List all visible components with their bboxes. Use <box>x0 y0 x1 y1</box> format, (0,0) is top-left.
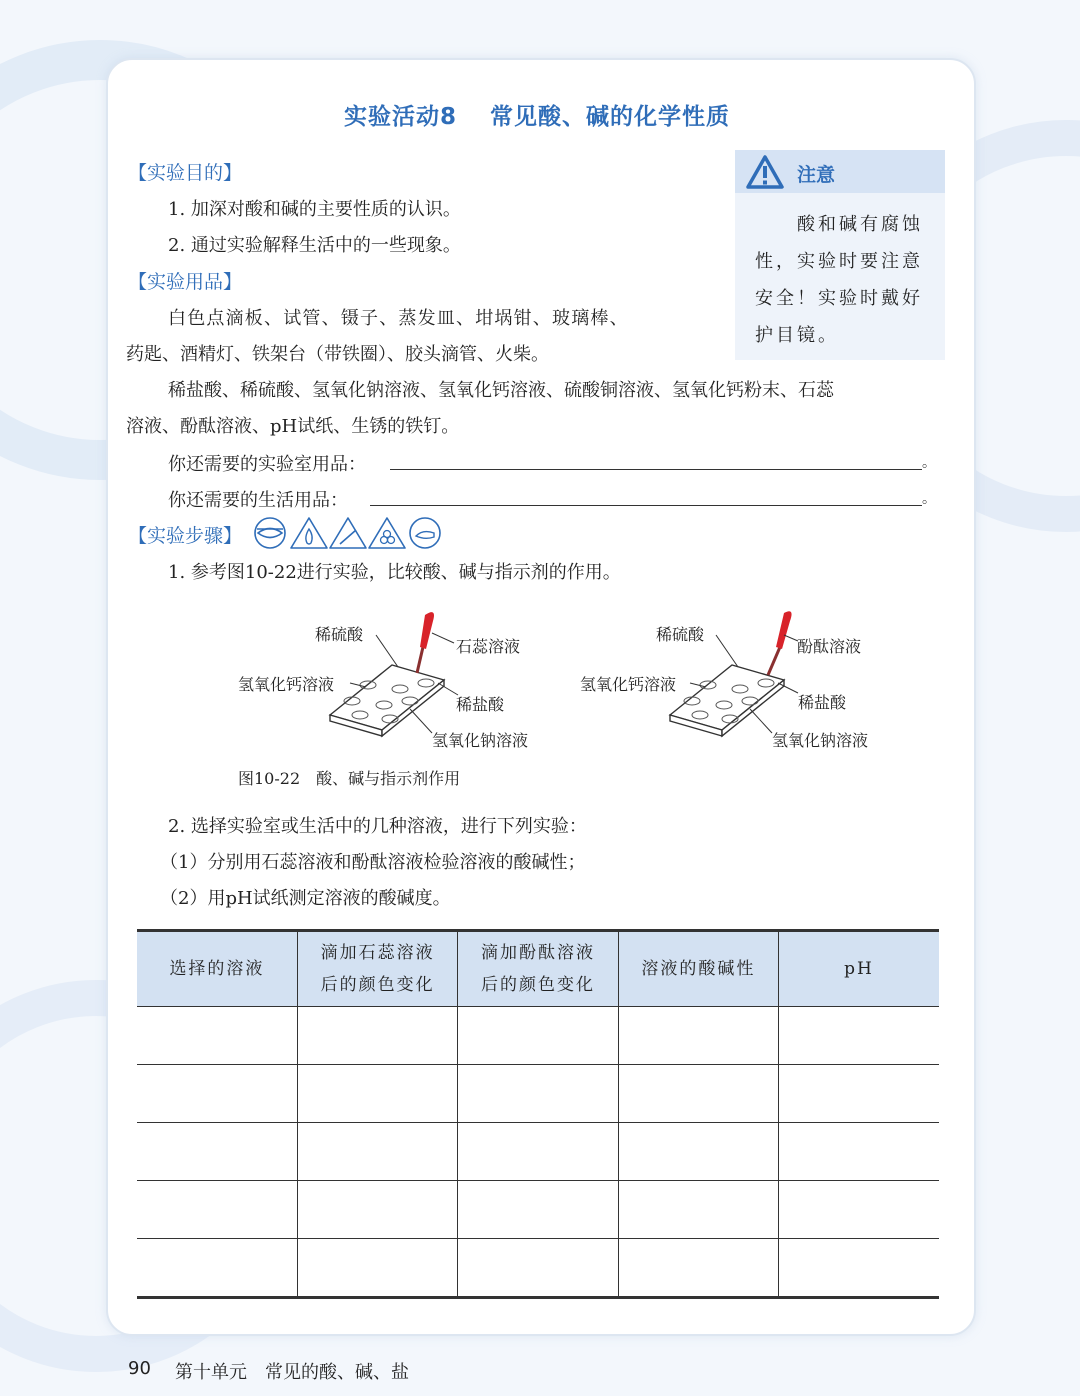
page-number: 90 <box>128 1358 151 1379</box>
table-row <box>137 1123 939 1181</box>
safety-icons-row <box>253 516 443 550</box>
table-cell[interactable] <box>779 1007 939 1065</box>
caution-line-1: 酸和碱有腐蚀 <box>797 214 923 235</box>
label-dilute-sulfuric-acid-left: 稀硫酸 <box>315 625 364 644</box>
life-supplies-blank[interactable] <box>370 505 922 506</box>
label-calcium-hydroxide-left: 氢氧化钙溶液 <box>238 675 335 694</box>
table-cell[interactable] <box>779 1181 939 1239</box>
label-litmus-solution: 石蕊溶液 <box>456 637 521 656</box>
table-cell[interactable] <box>458 1007 618 1065</box>
caution-line-4: 护目镜。 <box>755 325 839 346</box>
table-cell[interactable] <box>618 1007 778 1065</box>
label-phenolphthalein-solution: 酚酞溶液 <box>797 637 862 656</box>
life-supplies-period: 。 <box>922 491 936 507</box>
header-line: 滴加酚酞溶液 <box>480 943 595 963</box>
section-heading-purpose: 【实验目的】 <box>128 162 243 184</box>
table-cell[interactable] <box>618 1123 778 1181</box>
purpose-item-2: 2. 通过实验解释生活中的一些现象。 <box>168 235 461 256</box>
figure-caption: 图10-22 酸、碱与指示剂作用 <box>238 769 461 788</box>
table-cell[interactable] <box>137 1065 297 1123</box>
caution-line-3: 安全！实验时戴好 <box>755 288 923 309</box>
section-heading-steps: 【实验步骤】 <box>128 525 243 547</box>
step-1-text: 1. 参考图10-22进行实验，比较酸、碱与指示剂的作用。 <box>168 562 621 583</box>
table-cell[interactable] <box>779 1123 939 1181</box>
table-cell[interactable] <box>458 1181 618 1239</box>
results-table <box>137 929 939 1299</box>
header-litmus-color-change <box>297 931 457 1007</box>
header-phenolphthalein-color-change <box>458 931 618 1007</box>
materials-line-4: 溶液、酚酞溶液、pH试纸、生锈的铁钉。 <box>126 416 460 437</box>
step-2-line-1: 2. 选择实验室或生活中的几种溶液，进行下列实验： <box>168 816 587 837</box>
table-cell[interactable] <box>297 1123 457 1181</box>
table-cell[interactable] <box>137 1123 297 1181</box>
table-cell[interactable] <box>458 1065 618 1123</box>
table-cell[interactable] <box>458 1123 618 1181</box>
table-cell[interactable] <box>618 1065 778 1123</box>
unit-title: 第十单元 常见的酸、碱、盐 <box>175 1362 409 1383</box>
materials-line-1: 白色点滴板、试管、镊子、蒸发皿、坩埚钳、玻璃棒、 <box>168 308 629 329</box>
header-acidity-alkalinity <box>618 931 778 1007</box>
purpose-item-1: 1. 加深对酸和碱的主要性质的认识。 <box>168 199 461 220</box>
step-2-line-3: （2）用pH试纸测定溶液的酸碱度。 <box>160 888 451 909</box>
table-row <box>137 1065 939 1123</box>
table-cell[interactable] <box>137 1181 297 1239</box>
table-cell[interactable] <box>297 1239 457 1298</box>
table-row <box>137 1181 939 1239</box>
header-line: pH <box>844 959 874 979</box>
table-cell[interactable] <box>458 1239 618 1298</box>
corrosive-hazard-icon <box>369 518 405 548</box>
table-row <box>137 1007 939 1065</box>
hand-wash-icon <box>410 518 440 548</box>
label-calcium-hydroxide-right: 氢氧化钙溶液 <box>580 675 677 694</box>
caution-box <box>735 150 945 360</box>
table-cell[interactable] <box>137 1007 297 1065</box>
caution-title: 注意 <box>797 164 836 186</box>
materials-line-3: 稀盐酸、稀硫酸、氢氧化钠溶液、氢氧化钙溶液、硫酸铜溶液、氢氧化钙粉末、石蕊 <box>168 380 834 401</box>
table-cell[interactable] <box>779 1065 939 1123</box>
table-cell[interactable] <box>297 1181 457 1239</box>
header-line: 后的颜色变化 <box>320 975 435 995</box>
table-cell[interactable] <box>297 1007 457 1065</box>
lab-supplies-period: 。 <box>922 455 936 471</box>
warning-triangle-icon <box>745 154 785 190</box>
section-heading-materials: 【实验用品】 <box>128 271 243 293</box>
label-dilute-hydrochloric-acid-left: 稀盐酸 <box>456 695 505 714</box>
table-cell[interactable] <box>618 1181 778 1239</box>
header-line: 滴加石蕊溶液 <box>320 943 435 963</box>
flame-hazard-icon <box>291 518 327 548</box>
caution-line-2: 性，实验时要注意 <box>755 251 923 272</box>
lab-supplies-prompt: 你还需要的实验室用品： <box>168 454 366 475</box>
header-line: 溶液的酸碱性 <box>641 959 756 979</box>
table-cell[interactable] <box>137 1239 297 1298</box>
label-sodium-hydroxide-right: 氢氧化钠溶液 <box>772 731 869 750</box>
table-cell[interactable] <box>297 1065 457 1123</box>
step-2-line-2: （1）分别用石蕊溶液和酚酞溶液检验溶液的酸碱性； <box>160 852 586 873</box>
header-ph <box>779 931 939 1007</box>
label-dilute-hydrochloric-acid-right: 稀盐酸 <box>798 693 847 712</box>
table-cell[interactable] <box>618 1239 778 1298</box>
table-cell[interactable] <box>779 1239 939 1298</box>
label-dilute-sulfuric-acid-right: 稀硫酸 <box>656 625 705 644</box>
materials-line-2: 药匙、酒精灯、铁架台（带铁圈）、胶头滴管、火柴。 <box>126 344 549 365</box>
header-line: 后的颜色变化 <box>480 975 595 995</box>
page-title: 实验活动8 常见酸、碱的化学性质 <box>344 104 731 130</box>
header-line: 选择的溶液 <box>169 959 265 979</box>
table-header-row <box>137 931 939 1007</box>
table-row <box>137 1239 939 1298</box>
label-sodium-hydroxide-left: 氢氧化钠溶液 <box>432 731 529 750</box>
goggles-icon <box>255 518 285 548</box>
lab-supplies-blank[interactable] <box>390 469 922 470</box>
life-supplies-prompt: 你还需要的生活用品： <box>168 490 348 511</box>
sharp-glass-hazard-icon <box>330 518 366 548</box>
header-selected-solution <box>137 931 297 1007</box>
